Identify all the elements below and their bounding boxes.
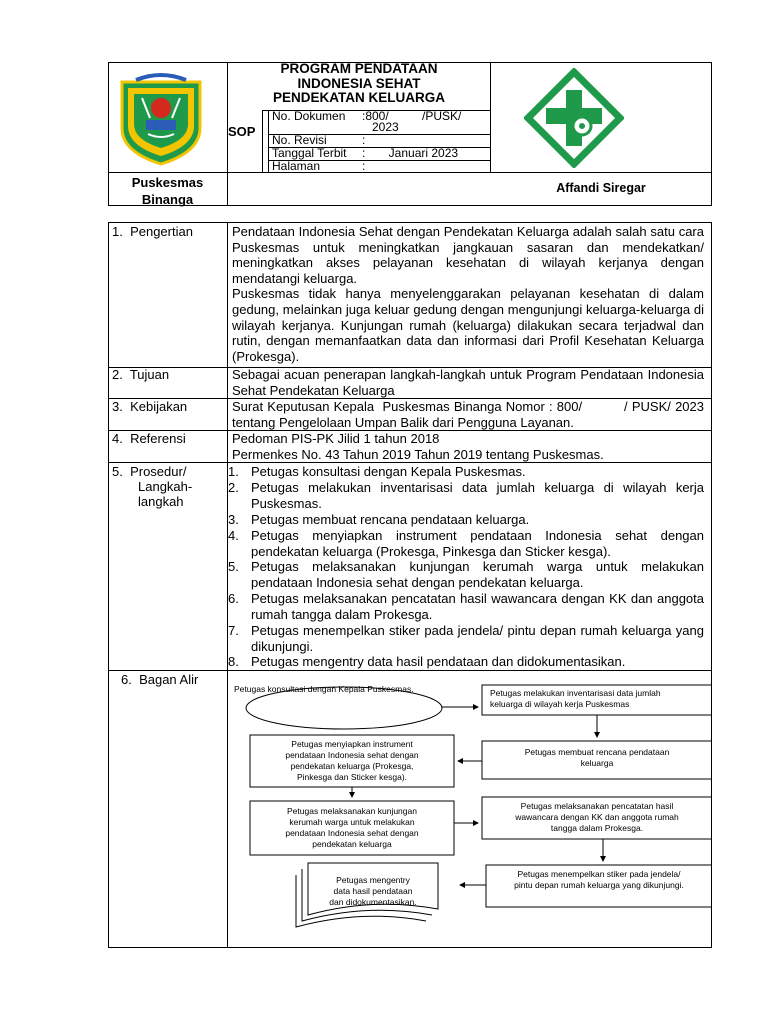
flow-text: pendataan Indonesia sehat dengan (285, 750, 419, 760)
flow-text: data hasil pendataan (333, 886, 413, 896)
doc-no-value: :800/ /PUSK/ (362, 109, 462, 123)
flow-text: keluarga di wilayah kerja Puskesmas (490, 699, 630, 709)
flow-text: pendataan Indonesia sehat dengan (285, 828, 419, 838)
procedure-step: Petugas menempelkan stiker pada jendela/ pintu depan rumah keluarga yang dikunjungi. (251, 623, 704, 654)
step-number: 1. (228, 464, 239, 479)
procedure-step: Petugas melakukan inventarisasi data jumlah keluarga di wilayah kerja Puskesmas. (251, 480, 704, 511)
flow-text: Petugas melakukan inventarisasi data jumlah (490, 688, 661, 698)
flow-text: pendekatan keluarga (312, 839, 392, 849)
flow-text: pendekatan keluarga (Prokesga, (290, 761, 414, 771)
section-text-referensi (232, 431, 704, 462)
org-name: Puskesmas Binanga (131, 175, 204, 207)
sop-label: SOP (228, 124, 256, 139)
flow-text: wawancara dengan KK dan anggota rumah (515, 812, 679, 822)
flow-text: Petugas membuat rencana pendataan (524, 747, 670, 757)
header-divider (490, 62, 491, 172)
referensi-line: Pedoman PIS-PK Jilid 1 tahun 2018 (232, 431, 440, 446)
pengertian-paragraph: Pendataan Indonesia Sehat dengan Pendekatan Keluarga adalah salah satu cara Puskesmas untuk meningkatkan jangkauan sasaran dan mendekatkan/ meningkatkan akses pelayanan kesehatan di wilayah kerjanya dengan mendatangi keluarga. (232, 224, 704, 286)
health-cross-logo (524, 68, 624, 168)
revision-value: : (362, 133, 366, 147)
signer-name: Affandi Siregar (556, 181, 646, 195)
revision-label: No. Revisi (272, 133, 327, 147)
section-label-referensi: 4. Referensi (112, 431, 186, 446)
step-number: 6. (228, 591, 239, 606)
section-label-kebijakan: 3. Kebijakan (112, 399, 188, 414)
section-label-tujuan: 2. Tujuan (112, 367, 170, 382)
pengertian-paragraph: Puskesmas tidak hanya menyelenggarakan pelayanan kesehatan di dalam gedung, melainkan juga keluar gedung dengan mengunjungi keluarga-keluarga di wilayah kerjanya. Kunjungan rumah (keluarga) dilakukan secara terjadwal dan rutin, dengan memanfaatkan data dan informasi dari Profil Kesehatan Keluarga (Prokesga). (232, 286, 704, 364)
flow-text: kerumah warga untuk melakukan (289, 817, 415, 827)
header-divider (268, 110, 269, 172)
step-number: 7. (228, 623, 239, 638)
flow-text: Petugas melaksanakan kunjungan (287, 806, 417, 816)
doc-no-label: No. Dokumen (272, 109, 346, 123)
procedure-step: Petugas konsultasi dengan Kepala Puskesmas. (251, 464, 526, 479)
procedure-step: Petugas melaksanakan pencatatan hasil wawancara dengan KK dan anggota rumah tangga dalam Prokesga. (251, 591, 704, 622)
step-number: 3. (228, 512, 239, 527)
flow-text: Pinkesga dan Sticker kesga). (296, 772, 408, 782)
step-number: 8. (228, 654, 239, 669)
flow-text: keluarga (580, 758, 614, 768)
flow-text: Petugas menyiapkan instrument (291, 739, 413, 749)
doc-no-year: 2023 (372, 120, 399, 134)
flowchart (228, 671, 712, 947)
step-number: 5. (228, 559, 239, 574)
section-label-bagan-alir: 6. Bagan Alir (121, 672, 199, 687)
procedure-step: Petugas melaksanakan kunjungan kerumah warga untuk melakukan pendataan Indonesia sehat dengan pendekatan keluarga. (251, 559, 704, 590)
procedure-step: Petugas menyiapkan instrument pendataan Indonesia sehat dengan pendekatan keluarga (Prokesga, Pinkesga dan Sticker kesga). (251, 528, 704, 559)
page-label: Halaman (272, 159, 321, 173)
issue-date-value: : Januari 2023 (362, 146, 459, 160)
flow-text: Petugas mengentry (336, 875, 410, 885)
flow-text: dan didokumentasikan. (329, 897, 417, 907)
referensi-line: Permenkes No. 43 Tahun 2019 Tahun 2019 tentang Puskesmas. (232, 446, 604, 462)
section-text-pengertian (232, 224, 704, 364)
procedure-step: Petugas mengentry data hasil pendataan dan didokumentasikan. (251, 654, 626, 669)
header-divider (262, 110, 263, 172)
flow-text: Petugas menempelkan stiker pada jendela/ (517, 869, 681, 879)
page-value: : (362, 159, 366, 173)
regional-emblem-logo (116, 68, 206, 166)
flow-text: pintu depan rumah keluarga yang dikunjungi. (514, 880, 684, 890)
step-number: 2. (228, 480, 239, 495)
section-text-tujuan: Sebagai acuan penerapan langkah-langkah untuk Program Pendataan Indonesia Sehat Pendekatan Keluarga (232, 367, 704, 398)
section-text-kebijakan: Surat Keputusan Kepala Puskesmas Binanga Nomor : 800/ / PUSK/ 2023 tentang Pengelolaan Umpan Balik dari Pengguna Layanan. (232, 399, 708, 430)
procedure-step: Petugas membuat rencana pendataan keluarga. (251, 512, 530, 527)
header-divider (108, 172, 712, 173)
flow-text: Petugas konsultasi dengan Kepala Puskesmas. (234, 684, 414, 694)
issue-date-label: Tanggal Terbit (272, 146, 347, 160)
page-title: PROGRAM PENDATAAN INDONESIA SEHAT PENDEKATAN KELUARGA (273, 61, 445, 105)
section-label-prosedur: 5. Prosedur/ Langkah- langkah (112, 464, 193, 509)
flow-text: tangga dalam Prokesga. (550, 823, 644, 833)
step-number: 4. (228, 528, 239, 543)
section-label-pengertian: 1. Pengertian (112, 224, 193, 239)
flow-text: Petugas melaksanakan pencatatan hasil (520, 801, 674, 811)
